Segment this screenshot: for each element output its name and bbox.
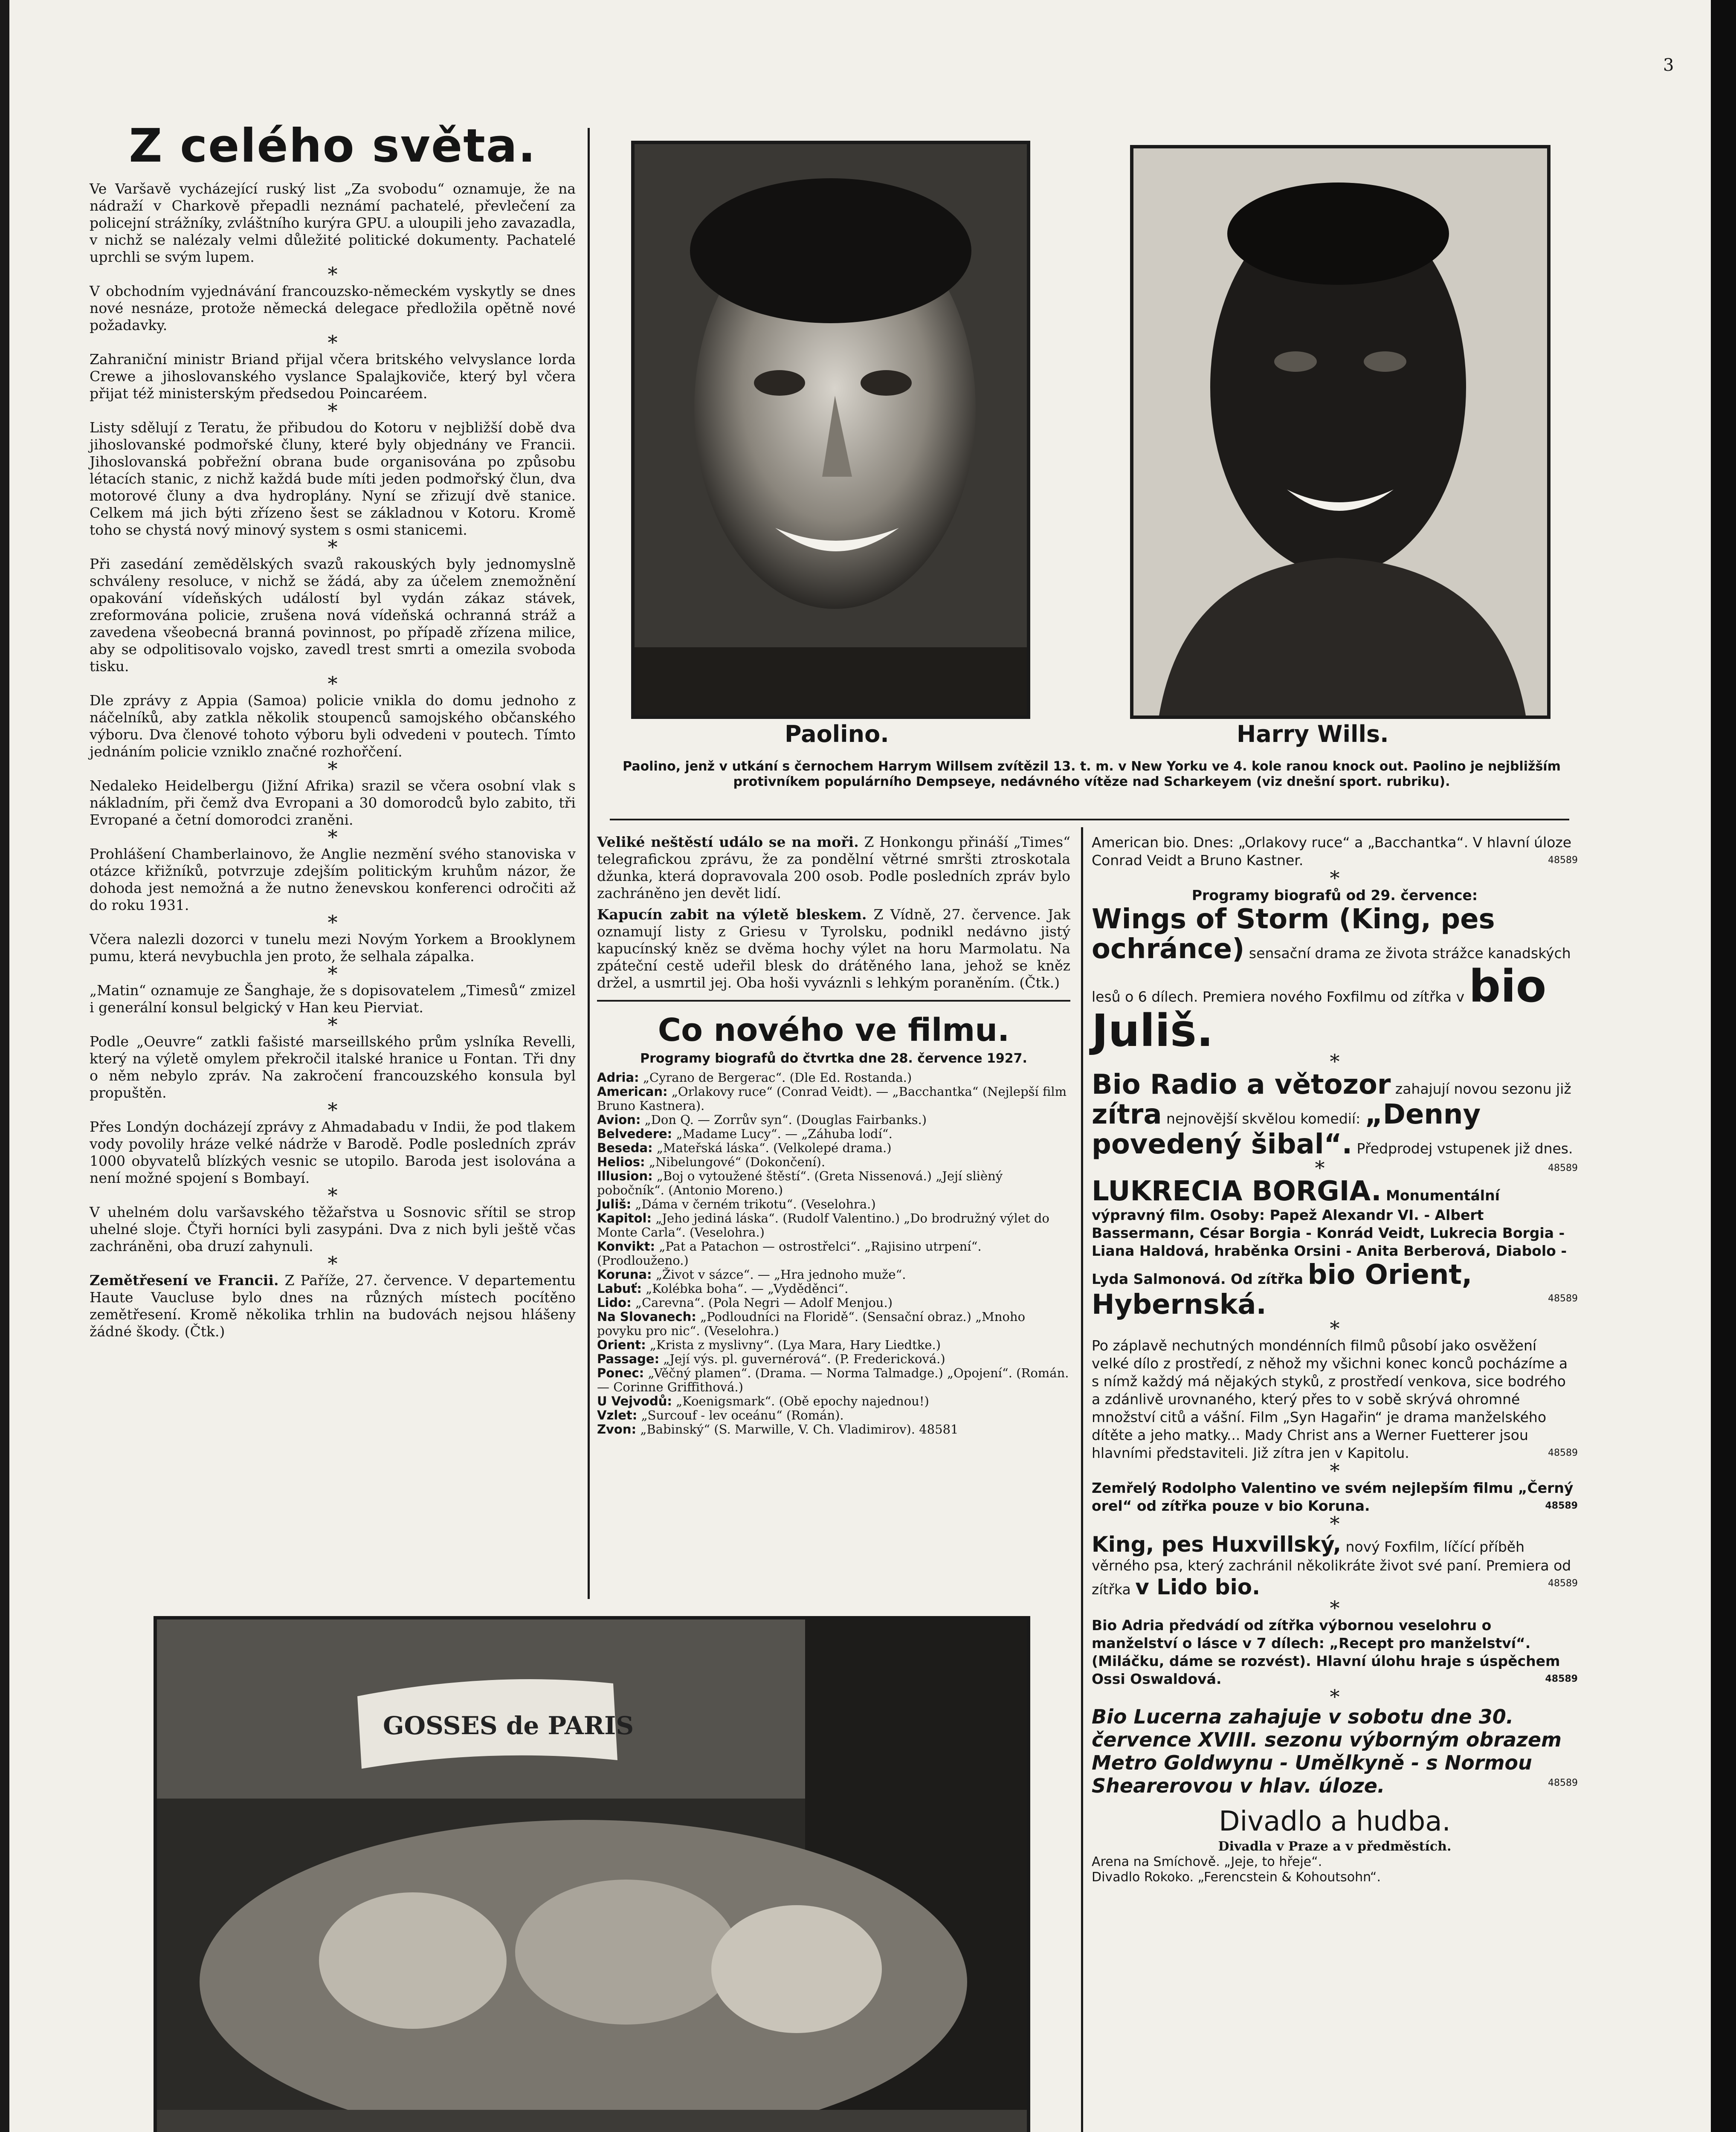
film-rule-top	[597, 1000, 1070, 1002]
program-entry	[597, 1071, 1070, 1085]
program-text: „Život v sázce“. — „Hra jednoho muže“.	[655, 1267, 906, 1282]
program-entry	[597, 1366, 1070, 1394]
separator-star: *	[327, 962, 338, 985]
valentino-text: Zemřelý Rodolpho Valentino ve svém nejlepším filmu „Černý orel“ od zítřka pouze v bio Koruna.	[1092, 1480, 1574, 1514]
harry-wills-photo	[1130, 145, 1551, 719]
program-entry	[597, 1155, 1070, 1169]
paolino-photo	[631, 141, 1030, 719]
cinema-name: Passage:	[597, 1352, 660, 1366]
cinema-ads-column	[1092, 834, 1578, 1885]
separator-star: *	[327, 1013, 338, 1036]
cinema-name: Zvon:	[597, 1422, 637, 1437]
page-number: 3	[1663, 55, 1674, 75]
ad-code: 48589	[1548, 855, 1578, 866]
hagarin-text: Po záplavě nechutných mondénních filmů působí jako osvěžení velké dílo z prostředí, z něhož my všichni konec konců pocházíme a s nímž každý má nějakých styků, z prostředí venkova, sice bodrého a zdánlivě urovnaného, který přes to v sobě skrývá ohromné množství citů a vášní. Film „Syn Hagařin“ je drama manželského dítěte a jeho matky... Mady Christ ans a Werner Fuetterer jsou hlavními představiteli. Již zítra jen v Kapitolu.	[1092, 1337, 1568, 1461]
wings-title: Wings of Storm (King, pes ochránce)	[1092, 904, 1495, 965]
film-section-subtitle: Programy biografů do čtvrtka dne 28. července 1927.	[640, 1051, 1027, 1066]
program-entry	[597, 1240, 1070, 1268]
program-text: „Boj o vytoužené štěstí“. (Greta Nissenová.) „Její slièný pobočník“. (Antonio Moreno.)	[597, 1169, 1003, 1197]
separator-star: *	[1330, 1512, 1340, 1535]
ad-code: 48589	[1548, 1778, 1578, 1788]
capuchin-news	[597, 906, 1070, 991]
wings-text: sensační drama ze života strážce kanadských lesů o 6 dílech. Premiera nového Foxfilmu od zítřka v	[1092, 945, 1571, 1005]
lukrecia-cinema: bio Orient, Hybernská.	[1092, 1259, 1472, 1321]
radio-zitra: zítra	[1092, 1099, 1162, 1130]
cinema-name: Beseda:	[597, 1141, 653, 1155]
program-text: „Orlakovy ruce“ (Conrad Veidt). — „Bacchantka“ (Nejlepší film Bruno Kastnera).	[597, 1084, 1067, 1113]
separator-star: *	[327, 263, 338, 286]
paolino-name: Paolino.	[785, 721, 889, 747]
wings-of-storm-ad	[1092, 904, 1578, 1057]
paolino-portrait-image	[635, 144, 1027, 715]
program-text: „Madame Lucy“. — „Záhuba lodí“.	[676, 1127, 893, 1141]
news-item: V obchodním vyjednávání francouzsko-německém vyskytly se dnes nové nesnáze, protože německá delegace předložila opětně nové požadavky.	[90, 283, 576, 333]
program-entry	[597, 1282, 1070, 1296]
cinema-name: Ponec:	[597, 1366, 644, 1380]
cinema-name: Helios:	[597, 1155, 645, 1169]
program-text: „Kolébka boha“. — „Vyděděnci“.	[646, 1281, 849, 1296]
program-entry	[597, 1352, 1070, 1366]
american-bio-text: American bio. Dnes: „Orlakovy ruce“ a „Bacchantka“. V hlavní úloze Conrad Veidt a Bruno Kastner.	[1092, 834, 1572, 869]
middle-column	[597, 834, 1070, 1437]
news-item: Přes Londýn docházejí zprávy z Ahmadabadu v Indii, že pod tlakem vody povolily hráze velké nádrže v Barodě. Podle posledních zpráv 1000 obyvatelů blízkých vesnic se utopilo. Baroda jest isolována a není možné spojení s Bombayí.	[90, 1118, 576, 1186]
wings-cinema: bio Juliš.	[1092, 960, 1547, 1057]
sea-disaster-news	[597, 834, 1070, 902]
separator-star: *	[327, 672, 338, 695]
cinema-name: Vzlet:	[597, 1408, 638, 1422]
ad-code: 48589	[1545, 1501, 1578, 1511]
earthquake-head: Zemětřesení ve Francii.	[90, 1272, 279, 1289]
cinema-name: Avion:	[597, 1112, 641, 1127]
separator-star: *	[327, 826, 338, 849]
program-text: „Mateřská láska“. (Velkolepé drama.)	[656, 1141, 892, 1155]
earthquake-text: Z Paříže, 27. července. V departementu Haute Vaucluse bylo dnes na různých místech pocítěno zemětřesení. Kromě několika trhlin na budovách nejsou hlášeny žádné škody. (Čtk.)	[90, 1272, 576, 1340]
bio-radio-ad	[1092, 1069, 1578, 1173]
program-text: „Surcouf - lev oceánu“ (Román).	[641, 1408, 844, 1422]
program-entry	[597, 1310, 1070, 1338]
harry-wills-portrait-image	[1133, 148, 1547, 715]
program-text: „Carevna“. (Pola Negri — Adolf Menjou.)	[635, 1295, 893, 1310]
program-entry	[597, 1268, 1070, 1282]
cinema-name: Labuť:	[597, 1281, 642, 1296]
radio-text3: Předprodej vstupenek již dnes.	[1356, 1140, 1573, 1157]
program-text: „Koenigsmark“. (Obě epochy najednou!)	[676, 1394, 929, 1408]
program-entry	[597, 1141, 1070, 1155]
separator-star: *	[327, 911, 338, 934]
world-news-items	[90, 180, 576, 1255]
festival-banner-text: GOSSES de PARIS	[383, 1711, 634, 1740]
news-item: Nedaleko Heidelbergu (Jižní Afrika) srazil se včera osobní vlak s nákladním, při čemž dva Evropani a 30 domorodců bylo zabito, tři Evropané a četní domorodci zraněni.	[90, 777, 576, 828]
lukrecia-title: LUKRECIA BORGIA.	[1092, 1176, 1382, 1207]
lukrecia-text: Monumentální výpravný film. Osoby: Papež Alexandr VI. - Albert Bassermann, César Borgia - Konrád Veidt, Lukrecia Borgia - Liana Haldová, hraběnka Orsini - Anita Berberová, Diabolo - Lyda Salmonová. Od zítřka	[1092, 1187, 1567, 1287]
news-item: „Matin“ oznamuje ze Šanghaje, že s dopisovatelem „Timesů“ zmizel i generální konsul belgický v Han keu Pierviat.	[90, 982, 576, 1016]
separator-star: *	[1330, 1459, 1340, 1482]
king-title: King, pes Huxvillský,	[1092, 1532, 1341, 1557]
cinema-name: Konvikt:	[597, 1239, 655, 1254]
news-item: Podle „Oeuvre“ zatkli fašisté marseillského prům yslníka Revelli, který na výletě omylem překročil italské hranice u Fontan. Tři dny o něm nebylo zpráv. Na zakročení francouzského konsula byl propuštěn.	[90, 1033, 576, 1101]
lucerna-text: Bio Lucerna zahajuje v sobotu dne 30. července XVIII. sezonu výborným obrazem Metro Goldwynu - Umělkyně - s Normou Shearerovou v hlav. úloze.	[1092, 1705, 1562, 1797]
scan-left-edge	[0, 0, 9, 2132]
national-festival-photo	[154, 1616, 1030, 2132]
program-text: „Nibelungové“ (Dokončení).	[649, 1155, 826, 1169]
earthquake-news	[90, 1272, 576, 1340]
news-item: Prohlášení Chamberlainovo, že Anglie nezmění svého stanoviska v otázce křižníků, potvrzuje zdejším politickým kruhům názor, že dohoda jest nemožná a že nutno ženevskou konferenci odročiti až do roku 1931.	[90, 846, 576, 913]
adria-text: Bio Adria předvádí od zítřka výbornou veselohru o manželství o lásce v 7 dílech: „Recept pro manželství“. (Miláčku, dáme se rozvést). Hlavní úlohu hraje s úspěchem Ossi Oswaldová.	[1092, 1617, 1560, 1687]
ad-code: 48589	[1548, 1578, 1578, 1589]
separator-star: *	[1330, 1050, 1340, 1073]
program-text: „Věčný plamen“. (Drama. — Norma Talmadge.) „Opojení“. (Román. — Corinne Griffithová.)	[597, 1366, 1069, 1394]
program-entry	[597, 1197, 1070, 1211]
news-item: Listy sdělují z Teratu, že přibudou do Kotoru v nejbližší době dva jihoslovanské podmořské čluny, které byly objednány ve Francii. Jihoslovanská pobřežní obrana bude organisována po způsobu létacích stanic, z nichž každá bude míti jeden podmořský člun, dva motorové čluny a dva hydroplány. Nyní se zřizují dvě stanice. Celkem má jich býti zřízeno šest se základnou v Kotoru. Kromě toho se chystá nový minový system s osmi stanicemi.	[90, 419, 576, 538]
program-entry	[597, 1296, 1070, 1310]
king-text: nový Foxfilm, líčící příběh věrného psa, který zachránil několikráte život své paní. Premiera od zítřka	[1092, 1538, 1571, 1598]
separator-star: *	[1330, 866, 1340, 889]
program-entry	[597, 1211, 1070, 1240]
column-rule	[588, 128, 590, 1599]
cinema-name: Belvedere:	[597, 1127, 672, 1141]
caption-rule	[610, 819, 1569, 820]
program-entry	[597, 1127, 1070, 1141]
program-text: „Babinský“ (S. Marwille, V. Ch. Vladimirov). 48581	[640, 1422, 959, 1437]
news-item: Včera nalezli dozorci v tunelu mezi Novým Yorkem a Brooklynem pumu, která nevybuchla jen proto, že selhala zápalka.	[90, 931, 576, 965]
separator-star: *	[327, 399, 338, 422]
valentino-ad	[1092, 1479, 1578, 1515]
capuchin-text: Z Vídně, 27. července. Jak oznamují listy z Griesu v Tyrolsku, podnikl nedávno jistý kapucínský kněz se dvěma hochy výlet na horu Marmolatu. Na zpáteční cestě udeřil blesk do drátěného lana, jehož se kněz držel, a usmrtil jej. Oba hoši vyváznli s lehkým poraněním. (Čtk.)	[597, 906, 1070, 991]
king-ad	[1092, 1532, 1578, 1599]
program-text: „Jeho jediná láska“. (Rudolf Valentino.) „Do brodružný výlet do Monte Carla“. (Veselohra.)	[597, 1211, 1049, 1240]
cinema-name: Illusion:	[597, 1169, 653, 1183]
ad-code: 48589	[1545, 1674, 1578, 1684]
lucerna-ad	[1092, 1705, 1578, 1797]
separator-star: *	[1330, 1596, 1340, 1619]
american-bio-ad	[1092, 834, 1578, 869]
radio-film: „Denny povedený šibal“.	[1092, 1099, 1481, 1160]
news-item: V uhelném dolu varšavského těžařstva u Sosnovic sřítil se strop uhelné sloje. Čtyři horníci byli zasypáni. Dva z nich byli ještě včas zachráněni, oba druzí zahynuli.	[90, 1204, 576, 1254]
cinema-name: American:	[597, 1084, 668, 1099]
news-item: Dle zprávy z Appia (Samoa) policie vnikla do domu jednoho z náčelníků, aby zatkla několik stoupenců samojského občanského výboru. Dva členové tohoto výboru byli odvedeni v poutech. Tímto jednáním policie vzniklo značné rozhořčení.	[90, 692, 576, 760]
cinema-name: Orient:	[597, 1338, 646, 1352]
separator-star: *	[327, 331, 338, 354]
separator-star: *	[1315, 1156, 1325, 1179]
harry-wills-name: Harry Wills.	[1237, 721, 1389, 747]
world-news-column	[90, 119, 576, 1340]
separator-star: *	[327, 757, 338, 780]
news-item: Zahraniční ministr Briand přijal včera britského velvyslance lorda Crewe a jihoslovanského vyslance Spalajkoviče, který byl včera přijat též ministerským předsedou Poincaréem.	[90, 351, 576, 402]
program-entry	[597, 1394, 1070, 1408]
cinema-name: Adria:	[597, 1070, 639, 1085]
adria-ad	[1092, 1616, 1578, 1688]
program-entry	[597, 1408, 1070, 1422]
festival-crowd-image	[157, 1619, 1027, 2132]
world-news-title: Z celého světa.	[129, 119, 536, 173]
film-section-title: Co nového ve filmu.	[658, 1012, 1010, 1049]
ad-code: 48589	[1548, 1448, 1578, 1458]
lukrecia-borgia-ad	[1092, 1176, 1578, 1320]
cinema-program-list	[597, 1071, 1070, 1437]
separator-star: *	[1330, 1317, 1340, 1340]
program-from-heading: Programy biografů od 29. července:	[1191, 887, 1478, 904]
program-entry	[597, 1113, 1070, 1127]
separator-star: *	[327, 536, 338, 559]
program-text: „Pat a Patachon — ostrostřelci“. „Rajisino utrpení“. (Prodlouženo.)	[597, 1239, 982, 1268]
separator-star: *	[327, 1184, 338, 1207]
syn-hagarin-ad	[1092, 1337, 1578, 1462]
capuchin-head: Kapucín zabit na výletě bleskem.	[597, 906, 867, 923]
sea-disaster-text: Z Honkongu přináší „Times“ telegrafickou zprávu, že za pondělní větrné smršti ztroskotala džunka, která dopravovala 200 osob. Podle posledních zpráv bylo zachráněno jen devět lidí.	[597, 834, 1070, 901]
program-text: „Podloudníci na Floridě“. (Sensační obraz.) „Mnoho povyku pro nic“. (Veselohra.)	[597, 1309, 1026, 1338]
cinema-name: Koruna:	[597, 1267, 652, 1282]
cinema-name: Kapitol:	[597, 1211, 652, 1225]
news-item: Při zasedání zemědělských svazů rakouských byly jednomyslně schváleny resoluce, v nichž se žádá, aby za účelem znemožnění opakování vídeňských událostí byl vydán zákaz stávek, zreformována policie, zrušena nová vídeňská ochranná stráž a zavedena všeobecná branná povinnost, po případě zřízena milice, aby se odpolitisovalo vojsko, zavedl trest smrti a omezila svoboda tisku.	[90, 556, 576, 675]
column-rule-right	[1081, 827, 1083, 2132]
program-entry	[597, 1085, 1070, 1113]
separator-star: *	[327, 1252, 338, 1275]
theatre-section-subtitle: Divadla v Praze a v předměstích.	[1218, 1839, 1452, 1854]
cinema-name: U Vejvodů:	[597, 1394, 672, 1408]
program-text: „Dáma v černém trikotu“. (Veselohra.)	[635, 1197, 876, 1211]
separator-star: *	[327, 1098, 338, 1121]
radio-title: Bio Radio a větozor	[1092, 1069, 1391, 1101]
radio-text2: nejnovější skvělou komedií:	[1166, 1110, 1361, 1127]
cinema-name: Juliš:	[597, 1197, 632, 1211]
scan-right-edge	[1711, 0, 1736, 2132]
king-cinema: v Lido bio.	[1135, 1575, 1261, 1599]
news-item: Ve Varšavě vycházející ruský list „Za svobodu“ oznamuje, že na nádraží v Charkově přepadli neznámí pachatelé, převlečení za policejní strážníky, zvláštního kurýra GPU. a uloupili jeho zavazadla, v nichž se nalézaly velmi důležité politické dokumenty. Pachatelé uprchli se svým lupem.	[90, 180, 576, 265]
sea-disaster-head: Veliké neštěstí událo se na moři.	[597, 834, 859, 850]
program-text: „Cyrano de Bergerac“. (Dle Ed. Rostanda.)	[643, 1070, 912, 1085]
theatre-section-title: Divadlo a hudba.	[1219, 1806, 1451, 1837]
arena-listing: Arena na Smíchově. „Jeje, to hřeje“.	[1092, 1854, 1322, 1869]
boxing-caption: Paolino, jenž v utkání s černochem Harrym Willsem zvítězil 13. t. m. v New Yorku ve 4. kole ranou knock out. Paolino je nejbližším protivníkem populárního Dempseye, nedávného vítěze nad Scharkeyem (viz dnešní sport. rubriku).	[623, 759, 1561, 789]
radio-text1: zahajují novou sezonu již	[1395, 1080, 1571, 1097]
ad-code: 48589	[1548, 1163, 1578, 1173]
rokoko-listing: Divadlo Rokoko. „Ferencstein & Kohoutsohn“.	[1092, 1870, 1381, 1885]
program-entry	[597, 1169, 1070, 1197]
program-text: „Krista z myslivny“. (Lya Mara, Hary Liedtke.)	[649, 1338, 941, 1352]
program-entry	[597, 1338, 1070, 1352]
ad-code: 48589	[1548, 1293, 1578, 1304]
program-entry	[597, 1422, 1070, 1437]
program-text: „Don Q. — Zorrův syn“. (Douglas Fairbanks.)	[644, 1112, 927, 1127]
program-text: „Její výs. pl. guvernérová“. (P. Fredericková.)	[663, 1352, 945, 1366]
cinema-name: Lido:	[597, 1295, 632, 1310]
separator-star: *	[1330, 1685, 1340, 1708]
cinema-name: Na Slovanech:	[597, 1309, 696, 1324]
